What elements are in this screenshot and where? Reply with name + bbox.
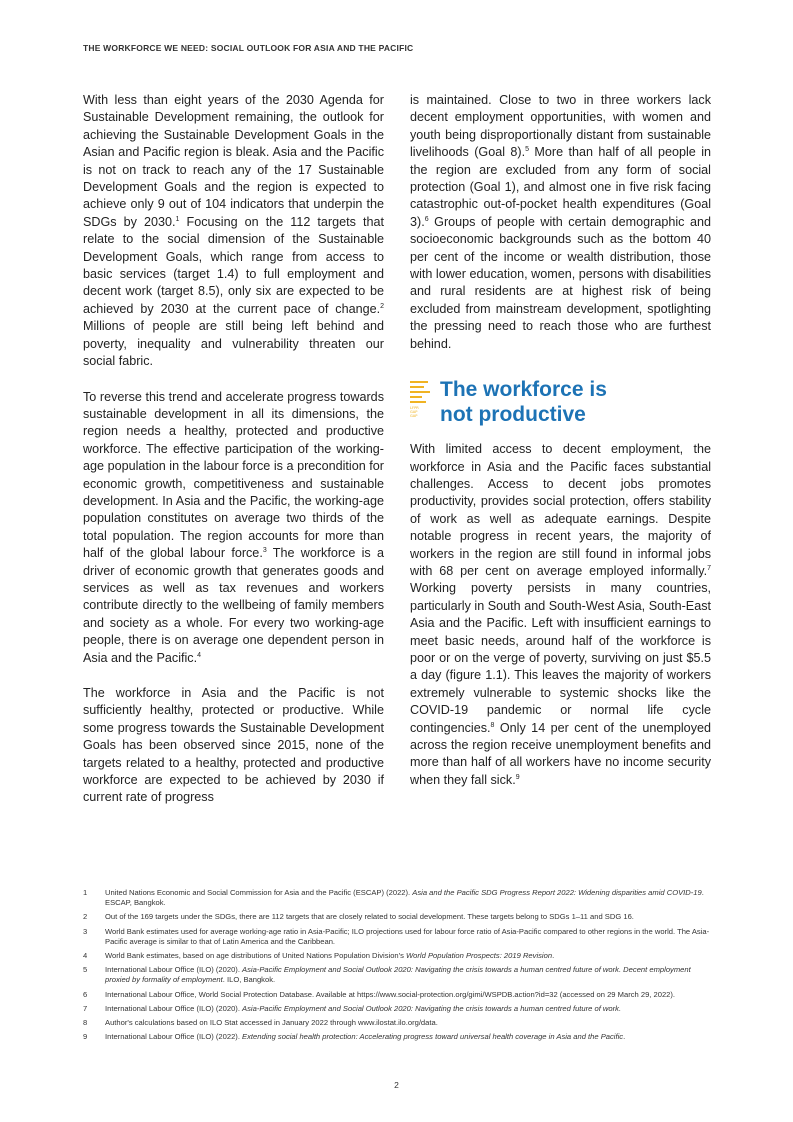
stacked-bars-icon	[410, 381, 432, 425]
text-run: Working poverty persists in many countries, particularly in South and South-West Asia, South-East Asia and the Pacific. Left with insufficient earnings to meet basic needs, around half of the workforce is poor or on the verge of poverty, surviving on just $5.5 a day (figure 1.1). This leaves the majority of workers extremely vulnerable to systemic shocks like the COVID-19 pandemic or normal life cycle contingencies.	[410, 581, 711, 735]
text-run: Author's calculations based on ILO Stat accessed in January 2022 through www.ilostat.ilo.org/data.	[105, 1018, 438, 1028]
text-run: is maintained. Close to two in three workers lack decent employment opportunities, with women and youth being disproportionally distant from sustainable livelihoods (Goal 8).	[410, 93, 711, 160]
text-run: International Labour Office (ILO) (2020).	[105, 1003, 243, 1013]
text-run: World Bank estimates used for average working-age ratio in Asia-Pacific; ILO projections used for labour force ratio of Asia-Pacific compared to other regions in the world. The Asia-Pacific average is similar to that of Latin America and the Caribbean.	[105, 926, 710, 946]
text-run: International Labour Office (ILO) (2020).	[105, 965, 243, 975]
footnote	[83, 951, 713, 961]
footnote-ref: 2	[380, 302, 384, 310]
footnote-number: 2	[83, 912, 88, 922]
footnote	[83, 1018, 713, 1028]
section-title-line2: not productive	[440, 403, 586, 427]
left-column	[83, 92, 384, 825]
body-paragraph	[410, 92, 711, 353]
footnote-ref: 3	[262, 546, 267, 554]
text-run: Extending social health protection: Accelerating progress toward universal health coverage in Asia and the Pacific	[242, 1032, 624, 1042]
footnote-text	[105, 951, 713, 961]
footnote	[83, 965, 713, 985]
icon-micro-label: LFPR	[410, 406, 419, 411]
footnote-number: 3	[83, 926, 88, 936]
footnotes	[83, 888, 713, 1046]
body-paragraph	[83, 389, 384, 668]
icon-micro-label: GAP	[410, 410, 418, 415]
text-run: The workforce in Asia and the Pacific is not sufficiently healthy, protected or productive. While some progress towards the Sustainable Development Goals has been observed since 2015, none of the targets related to a healthy, protected and productive workforce are expected to be achieved by 2030 if current rate of progress	[83, 686, 384, 805]
text-run: Groups of people with certain demographic and socioeconomic backgrounds such as the bottom 40 per cent of the income or wealth distribution, those with lower education, women, persons with disabilities and rural residents are at highest risk of being excluded from mainstream development, spotlighting the pressing need to reach those who are furthest behind.	[410, 214, 711, 351]
footnote-ref: 6	[424, 215, 429, 223]
text-run: Focusing on the 112 targets that relate to the social dimension of the Sustainable Development Goals, which range from access to basic services (target 1.4) to full employment and decent work (target 8.5), only six are expected to be achieved by 2030 at the current pace of change.	[83, 214, 384, 316]
section-heading	[410, 377, 711, 427]
text-run: .	[552, 951, 555, 961]
text-run: . ESCAP, Bangkok.	[105, 888, 704, 908]
text-run: With limited access to decent employment, the workforce in Asia and the Pacific faces substantial challenges. Access to decent jobs promotes productivity, provides social protection, offers stability of work as well as adequate earnings. Despite notable progress in recent years, the majority of workers in the region are still found in informal jobs with 68 per cent on average employed informally.	[410, 442, 711, 578]
page-number: 2	[394, 1080, 399, 1090]
text-run: International Labour Office (ILO) (2022).	[105, 1032, 243, 1042]
footnote	[83, 912, 713, 922]
text-run: International Labour Office, World Social Protection Database. Available at https://www.social-protection.org/gimi/WSPDB.action?id=32 (accessed on 29 March 29, 2022).	[105, 989, 676, 999]
footnote-ref: 7	[707, 564, 711, 572]
footnote-ref: 1	[175, 215, 180, 223]
text-run: . ILO, Bangkok.	[222, 975, 276, 985]
text-run: Asia and the Pacific SDG Progress Report 2022: Widening disparities amid COVID-19	[412, 888, 702, 897]
text-run: Millions of people are still being left behind and poverty, inequality and vulnerability threaten our social fabric.	[83, 319, 384, 369]
footnote-number: 9	[83, 1032, 88, 1042]
text-run: World Bank estimates, based on age distributions of United Nations Population Division's	[105, 951, 407, 961]
footnote-text	[105, 912, 713, 922]
body-paragraph	[410, 441, 711, 789]
footnote-text	[105, 927, 713, 947]
footnote-number: 5	[83, 965, 88, 975]
section-title	[440, 377, 607, 427]
right-column	[410, 92, 711, 807]
section-title-line1: The workforce is	[440, 378, 607, 402]
footnote-text	[105, 1018, 713, 1028]
footnote-number: 7	[83, 1003, 88, 1013]
footnote	[83, 888, 713, 908]
footnote	[83, 1032, 713, 1042]
running-header: THE WORKFORCE WE NEED: SOCIAL OUTLOOK FOR ASIA AND THE PACIFIC	[83, 43, 414, 53]
text-run: To reverse this trend and accelerate progress towards sustainable development in all its dimensions, the region needs a healthy, protected and productive workforce. The effective participation of the working-age population in the labour force is a precondition for economic growth, competitiveness and sustainable development. In Asia and the Pacific, the working-age population constitutes on average two thirds of the total population. The region accounts for more than half of the global labour force.	[83, 389, 384, 561]
footnote-text	[105, 1004, 713, 1014]
footnote-number: 8	[83, 1018, 88, 1028]
body-paragraph	[83, 92, 384, 371]
text-run: Asia-Pacific Employment and Social Outlook 2020: Navigating the crisis towards a human centred future of work. Decent employment proxied by formality of employment	[105, 965, 691, 985]
right-column-top	[410, 92, 711, 353]
footnote-text	[105, 965, 713, 985]
footnote-text	[105, 990, 713, 1000]
text-run: With less than eight years of the 2030 Agenda for Sustainable Development remaining, the outlook for achieving the Sustainable Development Goals in the Asian and Pacific region is bleak. Asia and the Pacific is not on track to reach any of the 17 Sustainable Development Goals and the region is expected to achieve only 9 out of 104 indicators that underpin the SDGs by 2030.	[83, 93, 384, 229]
footnote-number: 6	[83, 989, 88, 999]
body-paragraph	[83, 685, 384, 807]
text-run: Only 14 per cent of the unemployed across the region receive unemployment benefits and more than half of all workers have no income security when they fall sick.	[410, 720, 711, 787]
footnote-number: 4	[83, 951, 88, 961]
footnote-text	[105, 1032, 713, 1042]
footnote	[83, 990, 713, 1000]
icon-micro-label: GAP	[410, 414, 418, 419]
text-run: World Population Prospects: 2019 Revision	[406, 951, 553, 961]
footnote-ref: 9	[515, 773, 520, 781]
text-run: More than half of all people in the region are excluded from any form of social protection (Goal 1), and almost one in five risk facing catastrophic out-of-pocket health expenditures (Goal 3).	[410, 145, 711, 229]
footnote-ref: 5	[525, 146, 529, 154]
text-run: Out of the 169 targets under the SDGs, there are 112 targets that are closely related to social development. These targets belong to SDGs 1–11 and SDG 16.	[105, 912, 634, 922]
footnote-ref: 8	[490, 721, 495, 729]
text-run: United Nations Economic and Social Commission for Asia and the Pacific (ESCAP) (2022).	[105, 888, 413, 897]
footnote-text	[105, 888, 713, 908]
text-run: .	[623, 1032, 626, 1042]
footnote	[83, 927, 713, 947]
right-column-bottom	[410, 441, 711, 789]
text-run: Asia-Pacific Employment and Social Outlook 2020: Navigating the crisis towards a human centred future of work.	[242, 1003, 622, 1013]
footnote-ref: 4	[197, 651, 202, 659]
footnote	[83, 1004, 713, 1014]
footnote-number: 1	[83, 888, 88, 897]
text-run: The workforce is a driver of economic growth that generates goods and services as well as tax revenues and workers contribute directly to the wellbeing of family members and society as a whole. For every two working-age people, there is on average one dependent person in Asia and the Pacific.	[83, 546, 385, 665]
